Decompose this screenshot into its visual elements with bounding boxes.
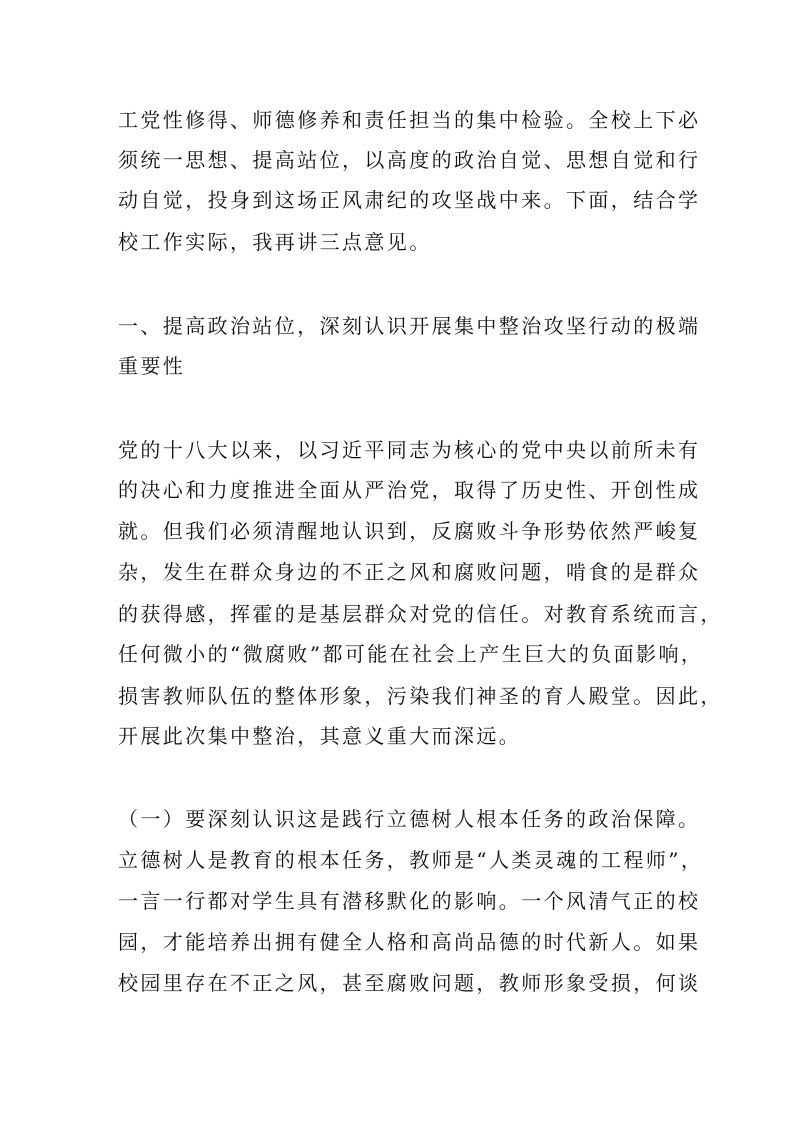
text-line: 一言一行都对学生具有潜移默化的影响。一个风清气正的校 [118, 889, 701, 913]
text-line: 动自觉，投身到这场正风肃纪的攻坚战中来。下面，结合学 [118, 188, 701, 212]
text-line: 校工作实际，我再讲三点意见。 [118, 230, 432, 254]
text-line: 须统一思想、提高站位，以高度的政治自觉、思想自觉和行 [118, 148, 701, 172]
text-line: 工党性修得、师德修养和责任担当的集中检验。全校上下必 [118, 108, 701, 132]
text-line: 就。但我们必须清醒地认识到，反腐败斗争形势依然严峻复 [118, 519, 701, 543]
subsection-heading-line: （一）要深刻认识这是践行立德树人根本任务的政治保障。 [118, 807, 701, 831]
section-heading-line: 重要性 [118, 354, 186, 378]
section-heading-line: 一、提高政治站位，深刻认识开展集中整治攻坚行动的极端 [118, 314, 701, 338]
text-line: 损害教师队伍的整体形象，污染我们神圣的育人殿堂。因此， [118, 684, 723, 708]
text-line: 党的十八大以来，以习近平同志为核心的党中央以前所未有 [118, 438, 701, 462]
text-line: 园，才能培养出拥有健全人格和高尚品德的时代新人。如果 [118, 930, 701, 954]
text-line: 的获得感，挥霍的是基层群众对党的信任。对教育系统而言， [118, 602, 723, 626]
text-line: 的决心和力度推进全面从严治党，取得了历史性、开创性成 [118, 478, 701, 502]
text-line: 任何微小的“微腐败”都可能在社会上产生巨大的负面影响， [118, 642, 704, 666]
text-line: 开展此次集中整治，其意义重大而深远。 [118, 724, 522, 748]
text-line: 立德树人是教育的根本任务，教师是“人类灵魂的工程师”， [118, 848, 704, 872]
text-line: 杂，发生在群众身边的不正之风和腐败问题，啃食的是群众 [118, 560, 701, 584]
text-line: 校园里存在不正之风，甚至腐败问题，教师形象受损，何谈 [118, 971, 701, 995]
